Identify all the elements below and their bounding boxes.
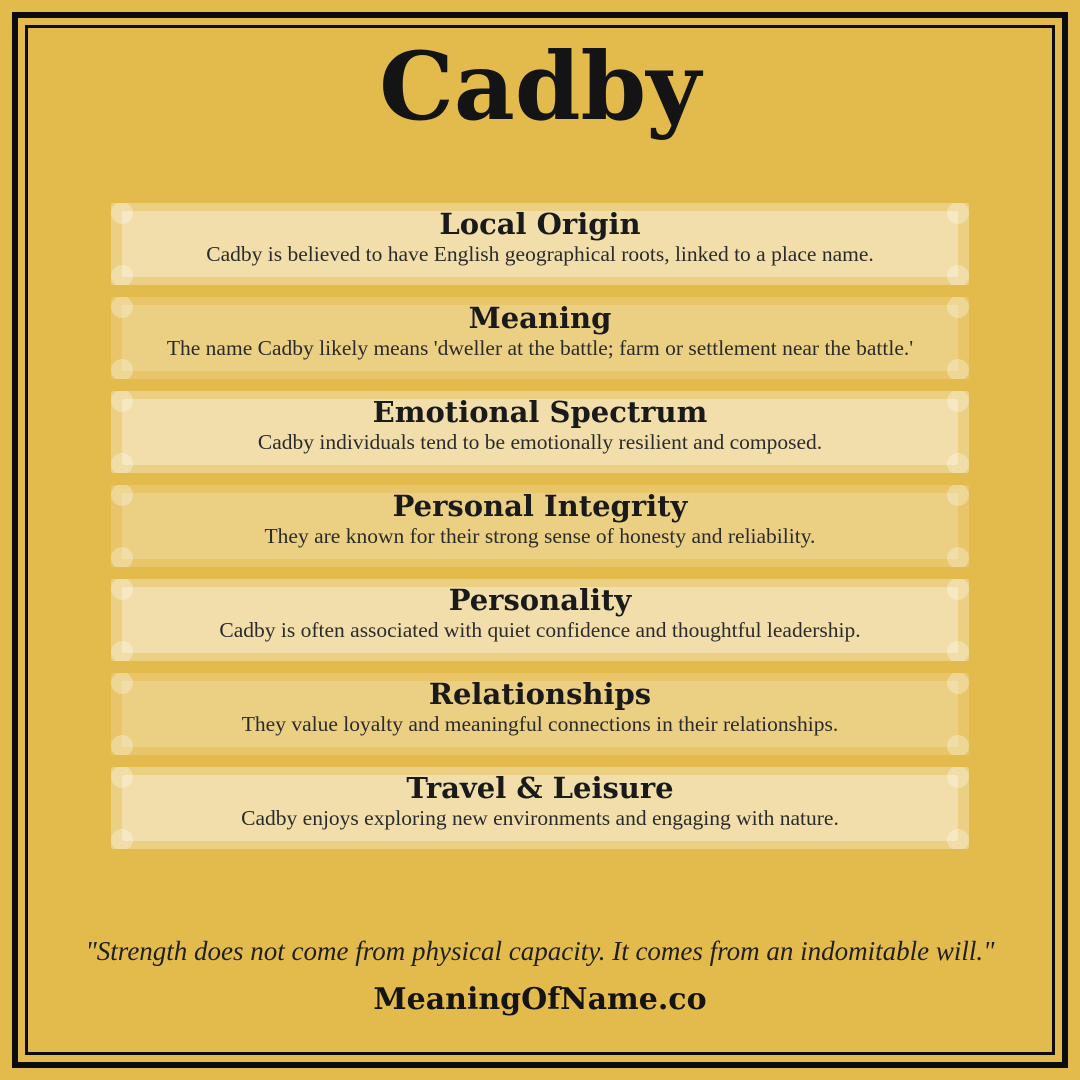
card-description: The name Cadby likely means 'dweller at the battle; farm or settlement near the battle.' [166, 335, 914, 360]
brand-name: MeaningOfName.co [373, 982, 707, 1017]
card-personal-integrity [111, 485, 969, 567]
info-card-list [111, 203, 969, 849]
page-title: Cadby [379, 32, 701, 142]
card-description: Cadby is believed to have English geographical roots, linked to a place name. [206, 241, 874, 266]
card-description: They are known for their strong sense of honesty and reliability. [264, 523, 816, 548]
card-description: Cadby enjoys exploring new environments and engaging with nature. [241, 805, 839, 830]
card-content [111, 391, 969, 461]
card-heading: Local Origin [439, 207, 641, 242]
card-description: They value loyalty and meaningful connections in their relationships. [241, 711, 839, 736]
card-content [111, 673, 969, 743]
card-relationships [111, 673, 969, 755]
card-travel-leisure [111, 767, 969, 849]
card-personality [111, 579, 969, 661]
card-content [111, 767, 969, 837]
card-heading: Travel & Leisure [406, 771, 674, 806]
card-content [111, 579, 969, 649]
card-heading: Personality [448, 583, 632, 618]
card-content [111, 203, 969, 273]
quote-text: "Strength does not come from physical capacity. It comes from an indomitable will." [85, 936, 995, 966]
card-local-origin [111, 203, 969, 285]
card-heading: Personal Integrity [392, 489, 688, 524]
card-heading: Relationships [428, 677, 652, 712]
card-content [111, 297, 969, 367]
card-content [111, 485, 969, 555]
card-description: Cadby individuals tend to be emotionally resilient and composed. [257, 429, 823, 454]
card-heading: Meaning [468, 301, 612, 336]
card-emotional-spectrum [111, 391, 969, 473]
card-meaning [111, 297, 969, 379]
card-heading: Emotional Spectrum [372, 395, 708, 430]
card-description: Cadby is often associated with quiet confidence and thoughtful leadership. [219, 617, 861, 642]
